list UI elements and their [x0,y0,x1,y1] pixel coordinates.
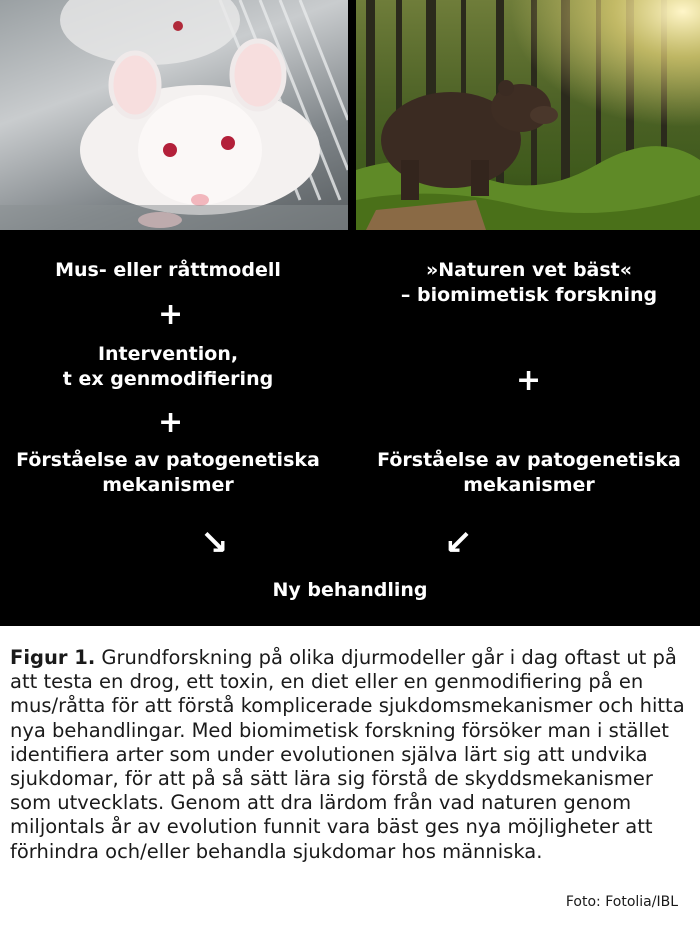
figure-caption [0,626,700,926]
left-plus-1: + [158,297,184,332]
bear-illustration [356,0,700,230]
caption-body: Grundforskning på olika djurmodeller går i dag oftast ut på att testa en drog, ett toxin, en diet eller en genmodifiering på en mus/råtta för att förstå komplicerade sjukdomsmekanismer och hitta nya behandlingar. Med biomimetisk forskning försöker man i stället identifiera arter som under evolutionen själva lärt sig att undvika sjukdomar, för att på så sätt lära sig förstå de skyddsmekanismer som utvecklats. Genom att dra lärdom från vad naturen genom miljontals år av evolution funnit vara bäst ges nya möjligheter att förhindra och/eller behandla sjukdomar hos människa. [10,646,685,863]
caption-paragraph [10,646,690,864]
caption-label: Figur 1. [10,646,96,669]
right-plus: + [516,363,542,398]
left-node-intervention: Intervention, t ex genmodifiering [62,343,274,390]
arrow-down-left-icon: ↙ [444,523,473,563]
bear-photo [356,0,700,230]
mouse-photo [0,0,348,230]
right-node-understanding: Förståelse av patogenetiska mekanismer [377,449,681,496]
photo-credit: Foto: Fotolia/IBL [565,894,678,910]
left-node-understanding: Förståelse av patogenetiska mekanismer [16,449,320,496]
mouse-illustration [0,0,348,230]
left-plus-2: + [158,405,184,440]
arrow-down-right-icon: ↘ [200,523,229,563]
result-node: Ny behandling [272,579,428,601]
left-node-model: Mus- eller råttmodell [55,259,281,281]
right-node-biomimetic: »Naturen vet bäst« – biomimetisk forskning [400,259,658,306]
flow-diagram [0,230,700,626]
